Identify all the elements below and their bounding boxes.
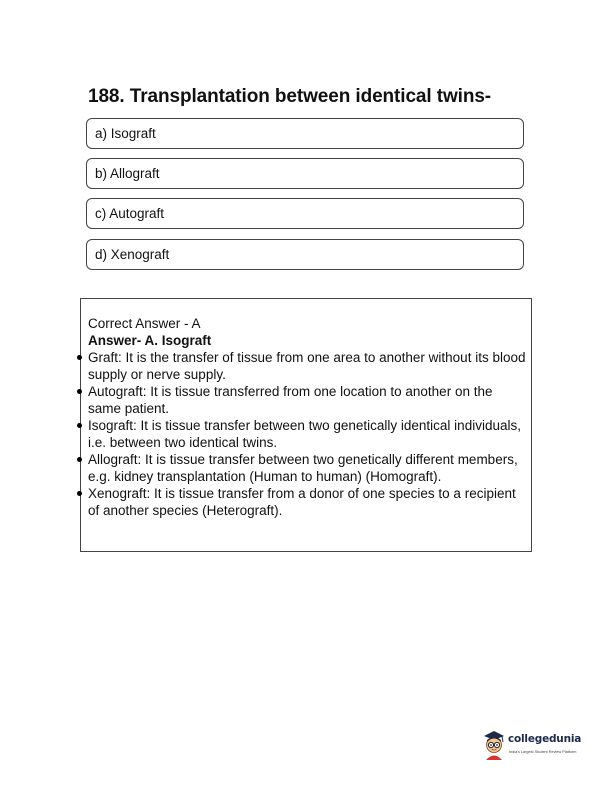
answer-box: [80, 298, 532, 552]
explanation-xenograft: [88, 485, 526, 519]
bullet-icon: [77, 491, 82, 496]
explanation-isograft: [88, 417, 526, 451]
explanation-list: [88, 349, 526, 519]
explanation-text: Autograft: It is tissue transferred from one location to another on the same patient.: [88, 384, 493, 416]
bullet-icon: [77, 423, 82, 428]
explanation-text: Isograft: It is tissue transfer between two genetically identical individuals, i.e. between two identical twins.: [88, 418, 521, 450]
option-c[interactable]: c) Autograft: [86, 198, 524, 229]
logo-tagline: India's Largest Student Review Platform: [509, 750, 577, 754]
answer-heading: Answer- A. Isograft: [88, 333, 212, 348]
explanation-text: Graft: It is the transfer of tissue from one area to another without its blood supply or nerve supply.: [88, 350, 526, 382]
explanation-allograft: [88, 451, 526, 485]
bullet-icon: [77, 355, 82, 360]
question-title: 188. Transplantation between identical twins-: [88, 86, 492, 107]
option-b[interactable]: b) Allograft: [86, 158, 524, 189]
option-d[interactable]: d) Xenograft: [86, 239, 524, 270]
explanation-text: Xenograft: It is tissue transfer from a donor of one species to a recipient of another species (Heterograft).: [88, 486, 516, 518]
explanation-text: Allograft: It is tissue transfer between two genetically different members, e.g. kidney transplantation (Human to human) (Homograft).: [88, 452, 518, 484]
explanation-autograft: [88, 383, 526, 417]
correct-answer-line: Correct Answer - A: [88, 316, 201, 331]
collegedunia-logo: [481, 729, 586, 763]
bullet-icon: [77, 457, 82, 462]
logo-name: collegedunia: [508, 733, 582, 745]
explanation-graft: [88, 349, 526, 383]
option-a[interactable]: a) Isograft: [86, 118, 524, 149]
bullet-icon: [77, 389, 82, 394]
mascot-icon: [481, 729, 507, 761]
answer-content: [88, 315, 526, 519]
